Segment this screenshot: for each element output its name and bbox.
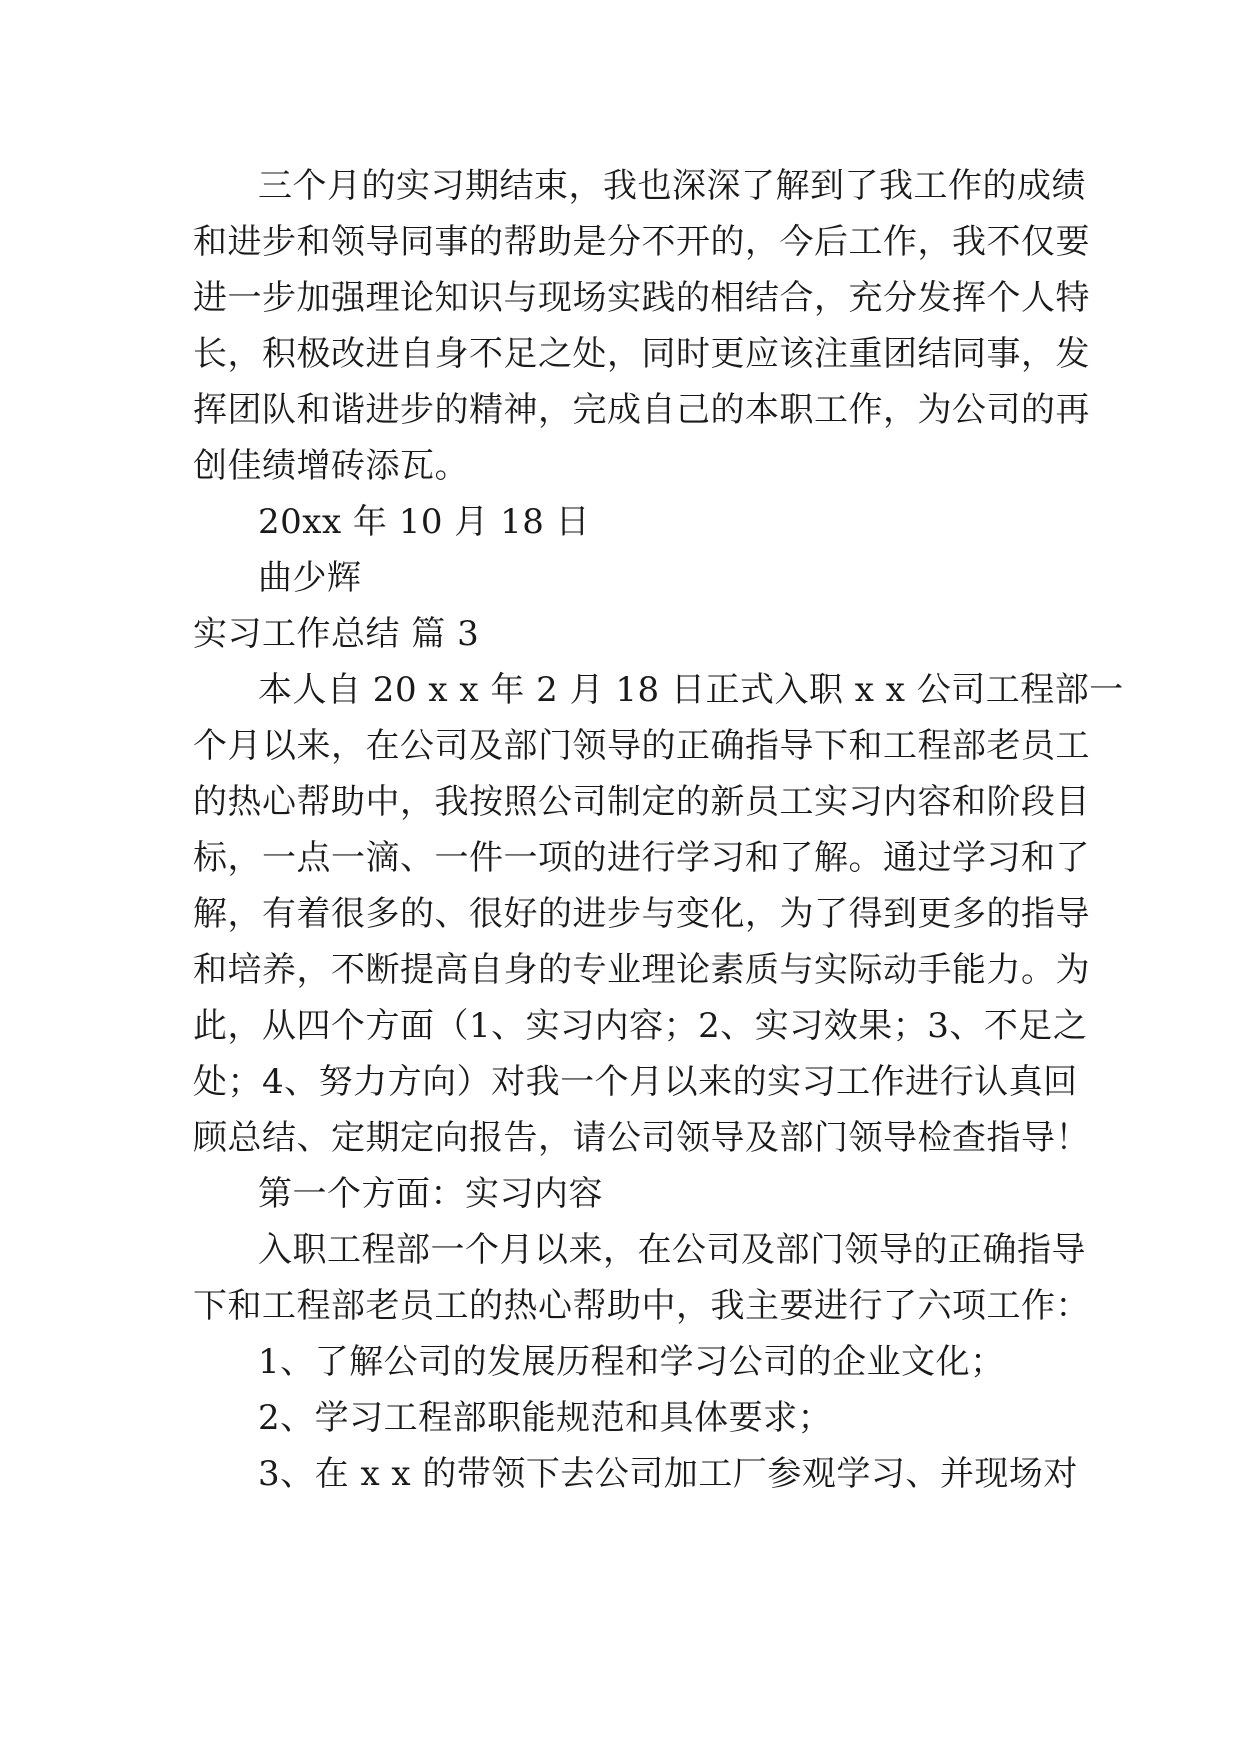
paragraph-line: 标，一点一滴、一件一项的进行学习和了解。通过学习和了: [193, 838, 1090, 878]
paragraph-line: 的热心帮助中，我按照公司制定的新员工实习内容和阶段目: [193, 782, 1090, 822]
paragraph-line: 入职工程部一个月以来，在公司及部门领导的正确指导: [258, 1230, 1086, 1270]
paragraph-line: 下和工程部老员工的热心帮助中，我主要进行了六项工作：: [193, 1286, 1090, 1326]
paragraph-line: 和培养，不断提高自身的专业理论素质与实际动手能力。为: [193, 950, 1090, 990]
paragraph-line: 三个月的实习期结束，我也深深了解到了我工作的成绩: [258, 166, 1086, 206]
date-line: 20xx 年 10 月 18 日: [258, 502, 591, 542]
subsection-heading: 第一个方面：实习内容: [258, 1174, 603, 1214]
list-item: 2、学习工程部职能规范和具体要求；: [258, 1398, 833, 1438]
paragraph-line: 此，从四个方面（1、实习内容；2、实习效果；3、不足之: [193, 1006, 1088, 1046]
paragraph-line: 创佳绩增砖添瓦。: [193, 446, 469, 486]
list-item: 3、在 x x 的带领下去公司加工厂参观学习、并现场对: [258, 1454, 1078, 1494]
signature-name: 曲少辉: [258, 558, 362, 598]
paragraph-line: 解，有着很多的、很好的进步与变化，为了得到更多的指导: [193, 894, 1090, 934]
paragraph-line: 挥团队和谐进步的精神，完成自己的本职工作，为公司的再: [193, 390, 1090, 430]
paragraph-line: 和进步和领导同事的帮助是分不开的，今后工作，我不仅要: [193, 222, 1090, 262]
paragraph-line: 进一步加强理论知识与现场实践的相结合，充分发挥个人特: [193, 278, 1090, 318]
paragraph-line: 本人自 20 x x 年 2 月 18 日正式入职 x x 公司工程部一: [258, 670, 1124, 710]
paragraph-line: 处；4、努力方向）对我一个月以来的实习工作进行认真回: [193, 1062, 1078, 1102]
paragraph-line: 个月以来，在公司及部门领导的正确指导下和工程部老员工: [193, 726, 1090, 766]
section-heading: 实习工作总结 篇 3: [193, 614, 480, 654]
paragraph-line: 长，积极改进自身不足之处，同时更应该注重团结同事，发: [193, 334, 1090, 374]
list-item: 1、了解公司的发展历程和学习公司的企业文化；: [258, 1342, 1005, 1382]
paragraph-line: 顾总结、定期定向报告，请公司领导及部门领导检查指导！: [193, 1118, 1090, 1158]
